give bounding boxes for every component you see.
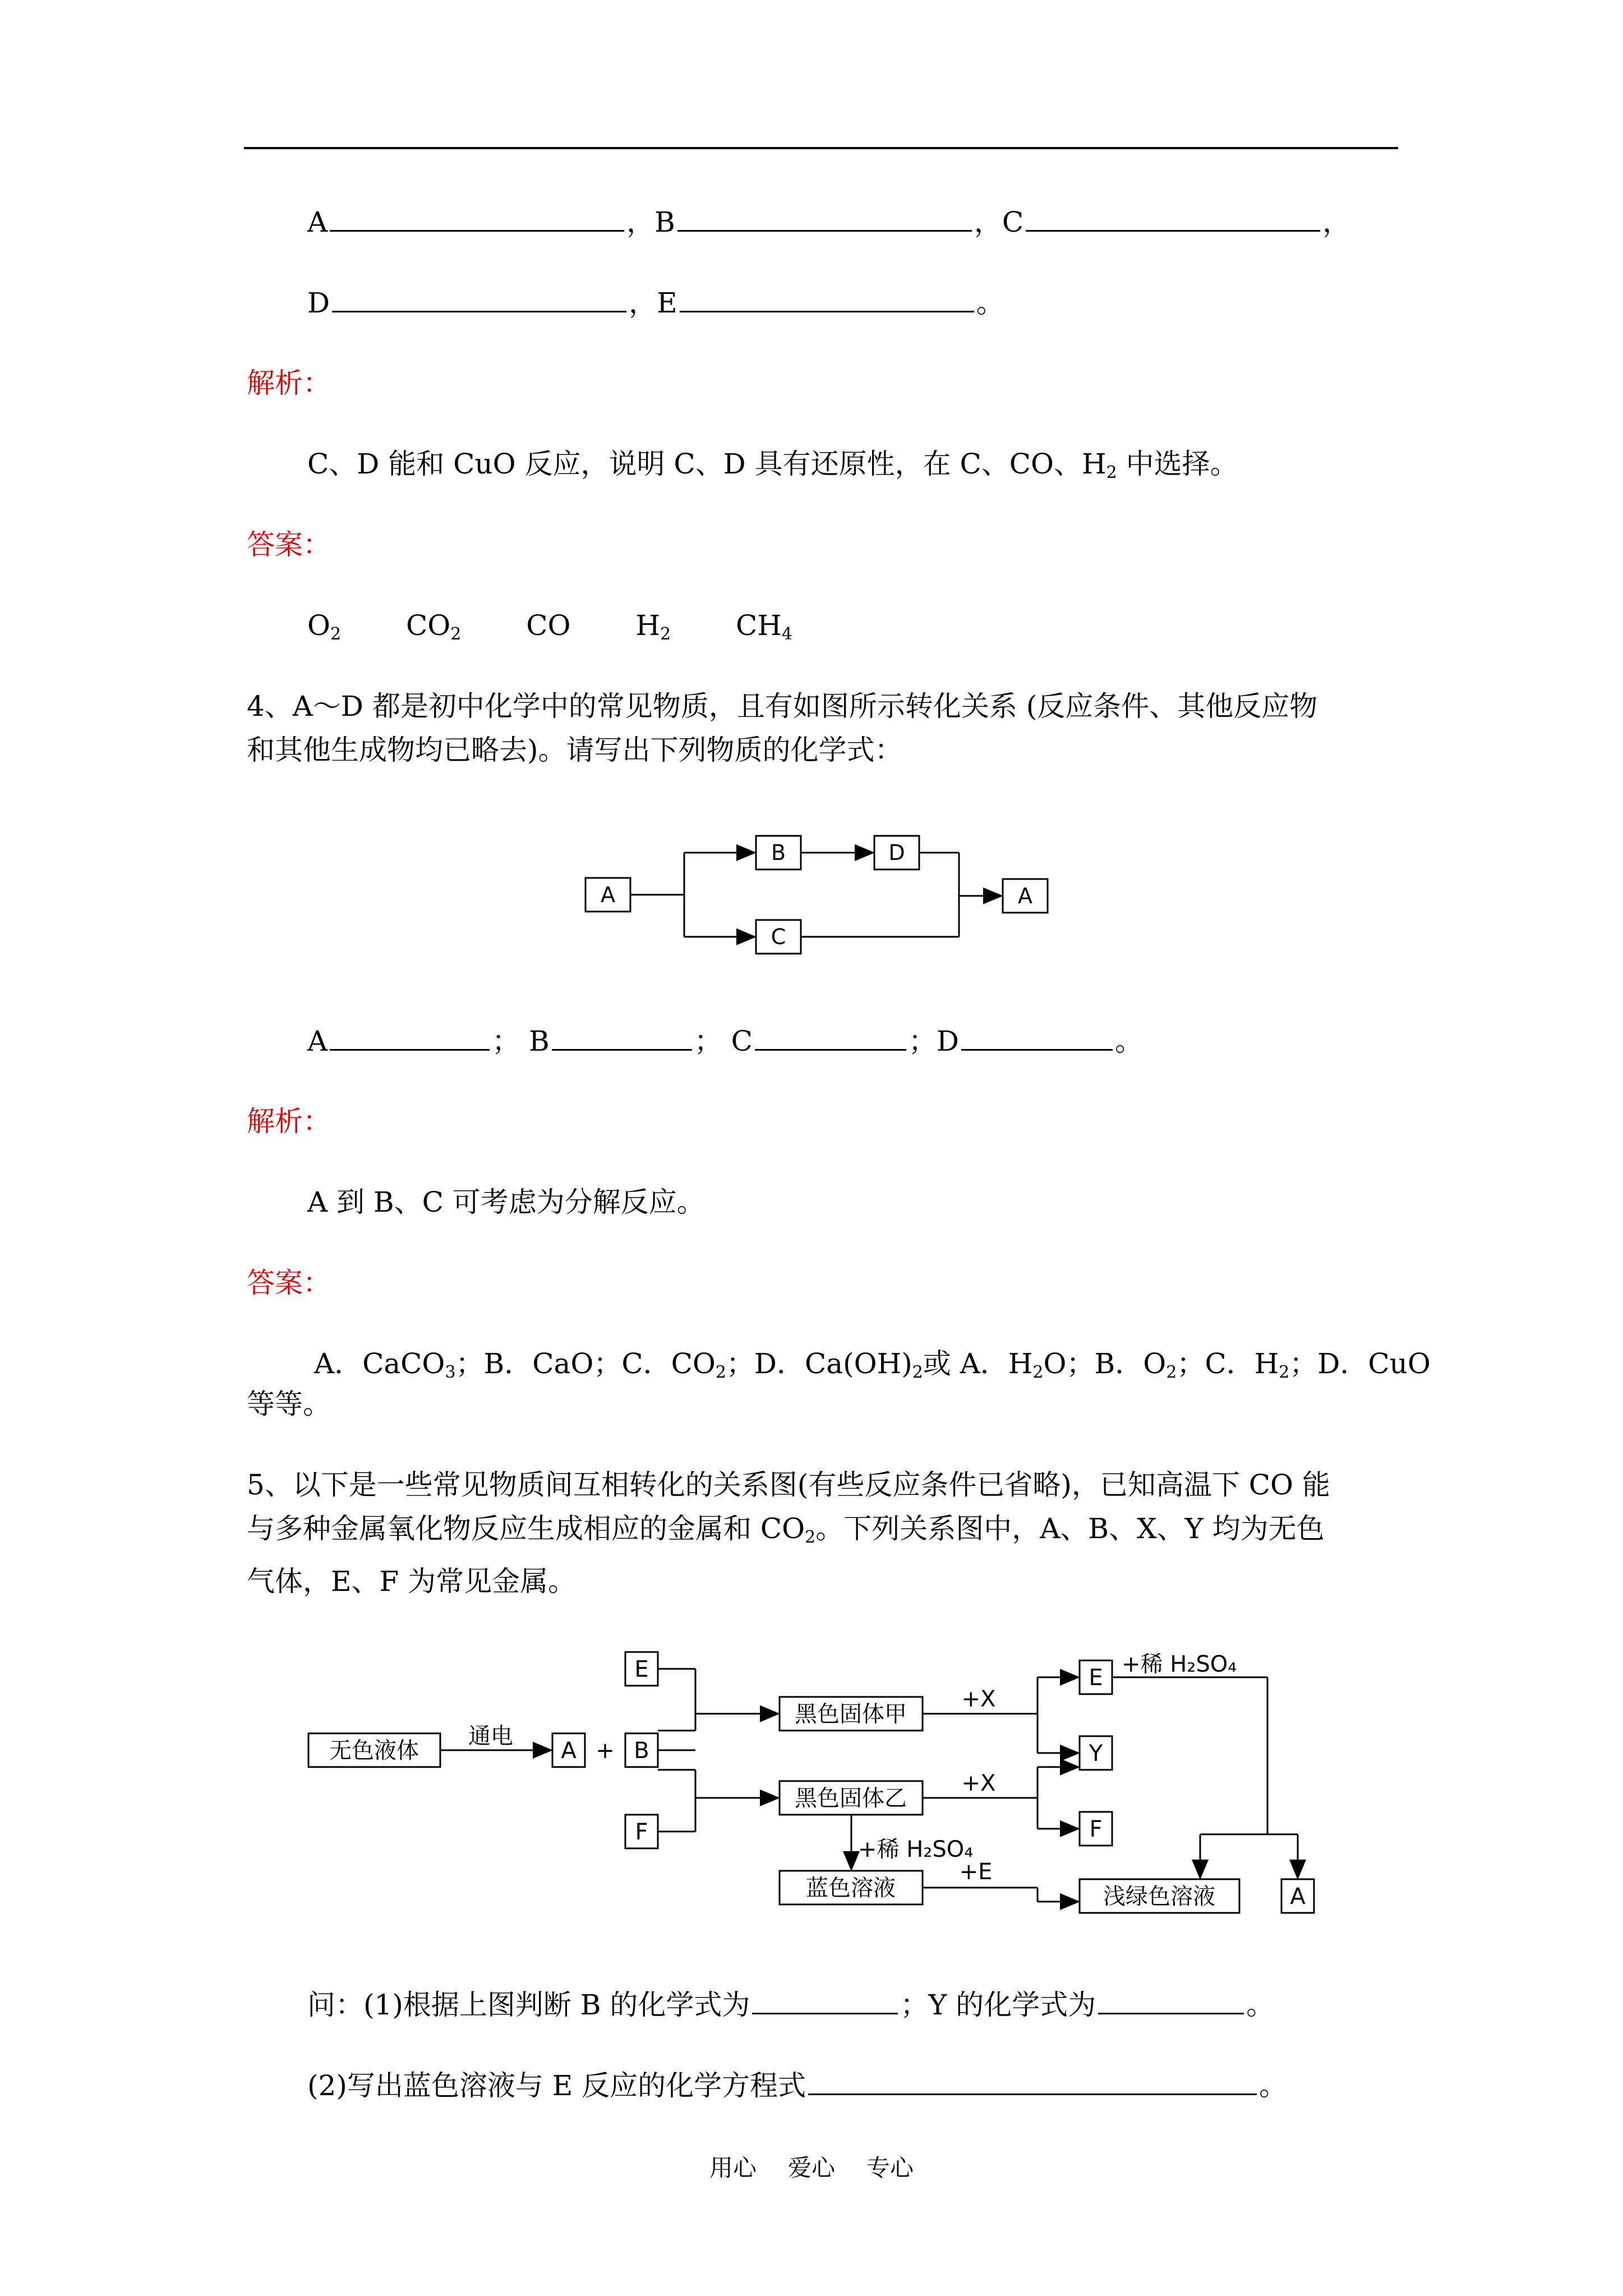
subscript: 2 <box>912 1363 923 1382</box>
subscript: 2 <box>1166 1363 1177 1382</box>
q4-label-a2: A <box>1018 884 1032 908</box>
sub-question-text: ；Y 的化学式为 <box>900 1989 1096 2021</box>
formula-main: O <box>307 609 330 642</box>
answer-part: 或 A．H <box>923 1347 1033 1380</box>
question-line: 气体，E、F 为常见金属。 <box>247 1565 577 1598</box>
punct: 。 <box>976 287 1004 319</box>
label-b: ，B <box>626 206 675 238</box>
question-part: 。下列关系图中，A、B、X、Y 均为无色 <box>815 1512 1325 1545</box>
blank-b-formula[interactable] <box>752 1987 898 2014</box>
q4-answer-line-1 <box>314 1346 1431 1390</box>
q4-label-a1: A <box>601 882 615 907</box>
label-e: ，E <box>629 287 677 319</box>
answer-part: O；B．O <box>1043 1347 1166 1380</box>
q5-question <box>247 1463 1391 1603</box>
q5-label-out-f: F <box>1089 1816 1103 1842</box>
q5-label-a: A <box>561 1738 577 1764</box>
question-line <box>247 1507 1391 1559</box>
formula-main: CH <box>736 609 782 642</box>
blank-y-formula[interactable] <box>1098 1987 1244 2014</box>
blank-a[interactable] <box>330 204 624 232</box>
label-a: A <box>307 1025 328 1057</box>
q4-label-c: C <box>771 924 786 949</box>
q5-label-colorless-liquid: 无色液体 <box>329 1738 419 1764</box>
label-a: A <box>307 206 328 238</box>
page-footer <box>0 2150 1623 2183</box>
label-b: ； B <box>492 1025 550 1057</box>
subscript: 2 <box>450 624 462 644</box>
subscript: 3 <box>445 1363 456 1382</box>
q5-diagram <box>297 1638 1352 1930</box>
q5-label-f: F <box>635 1819 648 1845</box>
subscript: 2 <box>1032 1363 1044 1382</box>
punct: ， <box>1322 206 1351 238</box>
blank-b[interactable] <box>677 204 972 232</box>
answer-part: ；C．H <box>1177 1347 1279 1380</box>
formula-o2 <box>307 609 341 642</box>
answer-part: A．CaCO <box>314 1347 445 1380</box>
q5-label-b: B <box>634 1738 649 1764</box>
answer-part: ；D．Ca(OH) <box>726 1347 912 1380</box>
formula-main: H <box>635 609 661 642</box>
q5-label-plus-e: +E <box>959 1859 993 1885</box>
q5-label-black-solid-2: 黑色固体乙 <box>795 1786 907 1811</box>
subscript: 2 <box>1106 463 1117 482</box>
question-line: 5、以下是一些常见物质间互相转化的关系图(有些反应条件已省略)，已知高温下 CO 能 <box>247 1469 1330 1501</box>
q4-label-d: D <box>888 840 905 865</box>
formula-h2 <box>635 609 671 642</box>
answer-part: ；B．CaO；C．CO <box>455 1347 716 1380</box>
q4-blanks <box>307 1023 1143 1059</box>
q5-label-plus: + <box>596 1738 615 1764</box>
q5-label-out-a: A <box>1290 1884 1306 1910</box>
sub-question-text: (2)写出蓝色溶液与 E 反应的化学方程式 <box>307 2069 806 2102</box>
formula-main: CO <box>526 609 571 642</box>
q5-label-out-y: Y <box>1089 1741 1103 1766</box>
label-d: D <box>307 287 330 319</box>
q4-answer-label: 答案： <box>247 1267 331 1299</box>
q5-label-out-e: E <box>1089 1665 1103 1691</box>
question-line: 4、A～D 都是初中化学中的常见物质，且有如图所示转化关系 (反应条件、其他反应物 <box>247 690 1318 723</box>
subscript: 2 <box>330 624 342 644</box>
subscript: 4 <box>781 624 792 644</box>
q5-label-plus-x-2: +X <box>961 1770 996 1796</box>
blank-row-2 <box>307 285 1004 320</box>
formula-co2 <box>406 609 461 642</box>
punct: 。 <box>1259 2069 1288 2102</box>
label-c: ，C <box>974 206 1024 238</box>
formula-ch4 <box>736 609 792 642</box>
q5-label-light-green: 浅绿色溶液 <box>1103 1884 1215 1910</box>
blank-d[interactable] <box>961 1023 1113 1051</box>
q4-question <box>247 684 1391 772</box>
q5-label-black-solid-1: 黑色固体甲 <box>795 1701 907 1727</box>
analysis-text-part: C、D 能和 CuO 反应，说明 C、D 具有还原性，在 C、CO、H <box>307 448 1106 480</box>
subscript: 2 <box>805 1527 816 1547</box>
footer-word: 专心 <box>866 2154 914 2182</box>
q5-sub-question-1 <box>307 1987 1274 2022</box>
formula-co <box>526 609 570 642</box>
q5-label-blue-solution: 蓝色溶液 <box>806 1875 896 1901</box>
label-d: ；D <box>908 1025 959 1057</box>
q5-label-electrolysis: 通电 <box>468 1723 513 1749</box>
q4-analysis-label: 解析： <box>247 1105 331 1138</box>
punct: 。 <box>1115 1025 1143 1057</box>
question-line: 和其他生成物均已略去)。请写出下列物质的化学式： <box>247 734 903 766</box>
label-c: ； C <box>694 1025 753 1057</box>
q5-label-dilute-acid-1: +稀 H₂SO₄ <box>1122 1651 1237 1677</box>
q3-answer-label: 答案： <box>247 528 331 561</box>
question-part: 与多种金属氧化物反应生成相应的金属和 CO <box>247 1512 805 1545</box>
blank-equation[interactable] <box>808 2068 1257 2095</box>
q5-label-dilute-acid-2: +稀 H₂SO₄ <box>858 1837 974 1862</box>
blank-row-1 <box>307 204 1350 240</box>
q5-sub-question-2 <box>307 2068 1287 2103</box>
answer-part: ；D．CuO <box>1289 1347 1431 1380</box>
subscript: 2 <box>1279 1363 1290 1382</box>
q5-label-e: E <box>634 1657 649 1682</box>
blank-a[interactable] <box>330 1023 490 1051</box>
blank-c[interactable] <box>755 1023 906 1051</box>
q3-analysis-label: 解析： <box>247 367 331 399</box>
footer-word: 用心 <box>709 2154 757 2182</box>
q5-label-plus-x: +X <box>961 1686 996 1712</box>
q4-analysis-text: A 到 B、C 可考虑为分解反应。 <box>307 1186 705 1218</box>
footer-word: 爱心 <box>787 2154 835 2182</box>
blank-d[interactable] <box>332 285 626 312</box>
analysis-text-part: 中选择。 <box>1117 448 1238 480</box>
q4-label-b: B <box>771 840 786 865</box>
q3-analysis-text <box>307 447 1238 490</box>
blank-e[interactable] <box>680 285 974 312</box>
sub-question-text: 问：(1)根据上图判断 B 的化学式为 <box>307 1989 750 2021</box>
subscript: 2 <box>660 624 671 644</box>
punct: 。 <box>1246 1989 1275 2021</box>
q4-answer-line-2: 等等。 <box>247 1388 331 1420</box>
q3-answer-formulas <box>307 608 792 652</box>
blank-c[interactable] <box>1026 204 1320 232</box>
formula-main: CO <box>406 609 451 642</box>
blank-b[interactable] <box>552 1023 692 1051</box>
subscript: 2 <box>715 1363 726 1382</box>
q4-diagram <box>578 825 1082 970</box>
header-rule <box>244 147 1398 149</box>
